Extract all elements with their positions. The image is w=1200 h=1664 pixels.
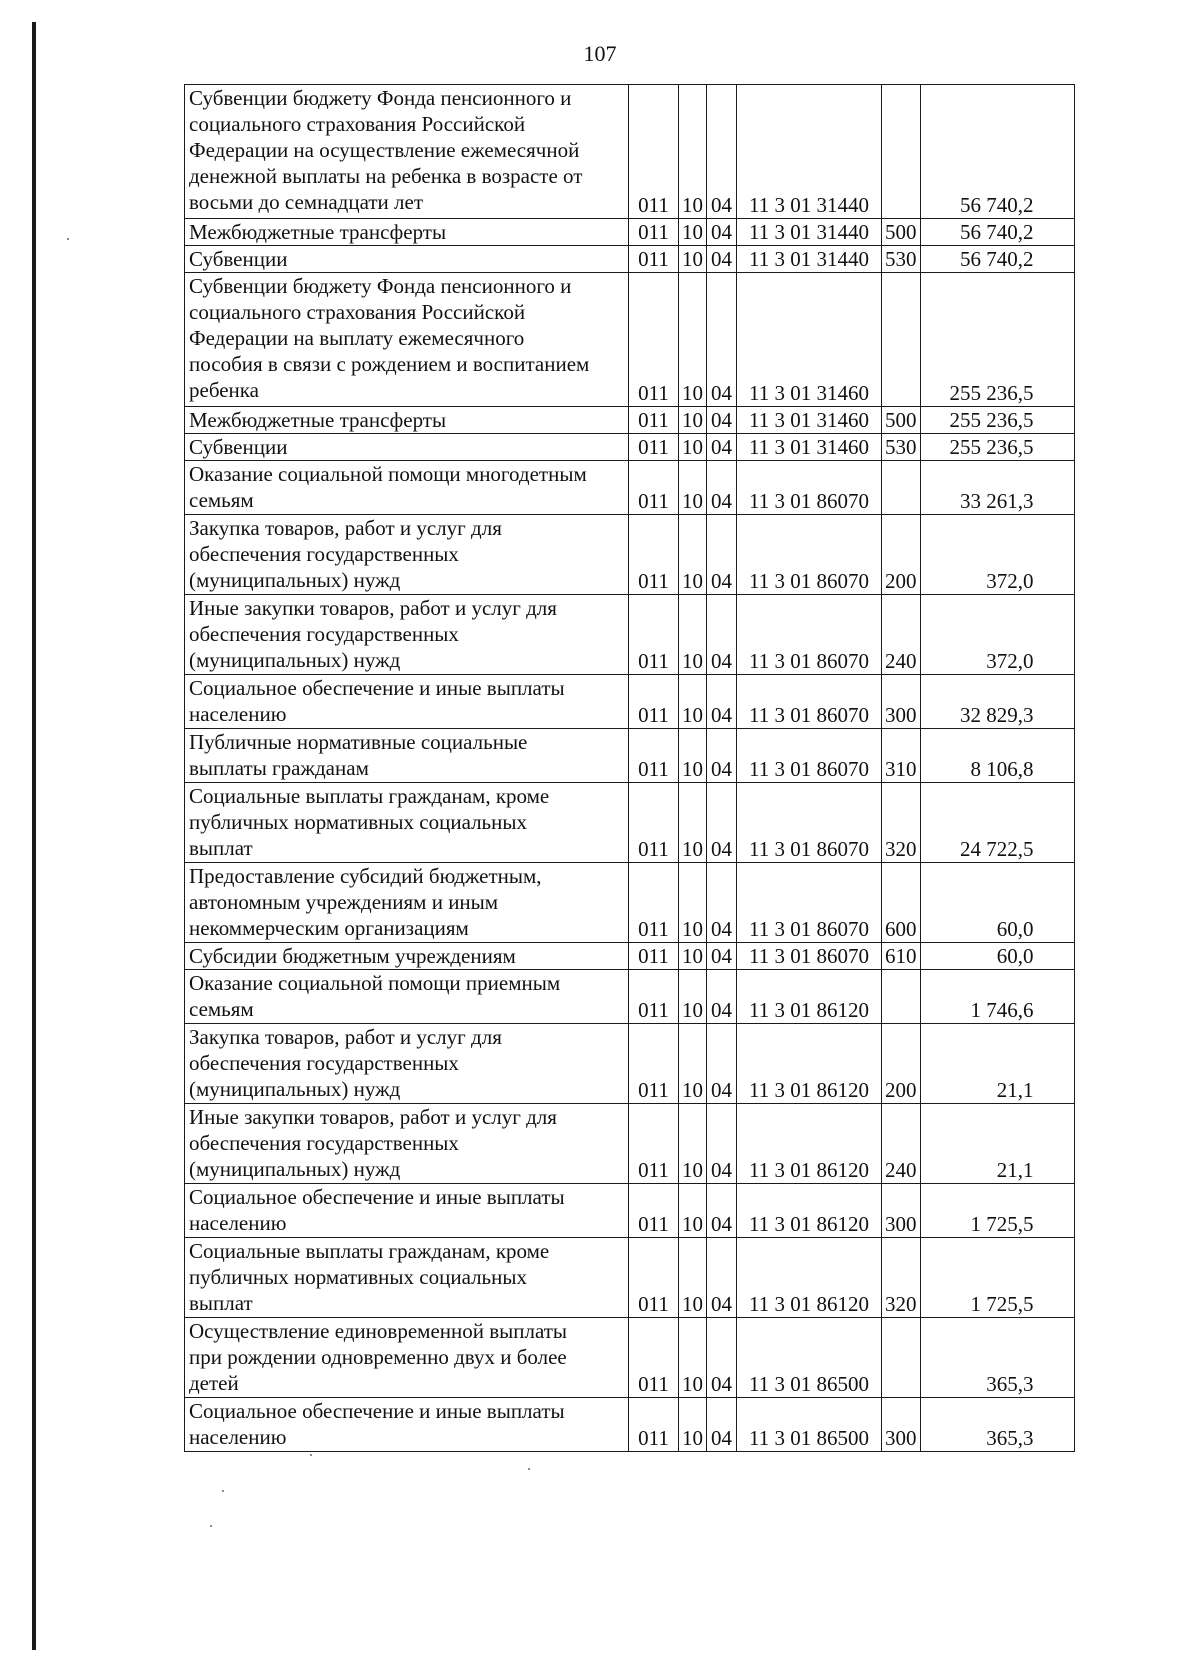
section-code-cell: 10 bbox=[679, 675, 707, 729]
target-article-cell: 11 3 01 86070 bbox=[737, 863, 882, 943]
amount-cell: 60,0 bbox=[920, 943, 1074, 970]
ministry-code-cell: 011 bbox=[629, 1318, 679, 1398]
subsection-code-cell: 04 bbox=[707, 1024, 737, 1104]
subsection-code-cell: 04 bbox=[707, 434, 737, 461]
expense-type-cell: 610 bbox=[882, 943, 921, 970]
budget-table bbox=[184, 84, 1075, 1452]
subsection-code-cell: 04 bbox=[707, 219, 737, 246]
row-name-cell: Иные закупки товаров, работ и услуг для обеспечения государственных (муниципальных) нужд bbox=[185, 1104, 629, 1184]
table-row bbox=[185, 863, 1075, 943]
subsection-code-cell: 04 bbox=[707, 515, 737, 595]
scan-speck bbox=[210, 1525, 212, 1527]
expense-type-cell: 600 bbox=[882, 863, 921, 943]
ministry-code-cell: 011 bbox=[629, 1104, 679, 1184]
expense-type-cell: 300 bbox=[882, 675, 921, 729]
target-article-cell: 11 3 01 86070 bbox=[737, 461, 882, 515]
target-article-cell: 11 3 01 86070 bbox=[737, 675, 882, 729]
subsection-code-cell: 04 bbox=[707, 85, 737, 219]
table-row bbox=[185, 461, 1075, 515]
target-article-cell: 11 3 01 86070 bbox=[737, 943, 882, 970]
amount-cell: 365,3 bbox=[920, 1398, 1074, 1452]
target-article-cell: 11 3 01 86500 bbox=[737, 1318, 882, 1398]
section-code-cell: 10 bbox=[679, 273, 707, 407]
page-number: 107 bbox=[583, 41, 617, 66]
section-code-cell: 10 bbox=[679, 863, 707, 943]
row-name-cell: Оказание социальной помощи многодетным семьям bbox=[185, 461, 629, 515]
section-code-cell: 10 bbox=[679, 85, 707, 219]
section-code-cell: 10 bbox=[679, 729, 707, 783]
expense-type-cell: 530 bbox=[882, 434, 921, 461]
row-name-cell: Межбюджетные трансферты bbox=[185, 407, 629, 434]
row-name-cell: Иные закупки товаров, работ и услуг для обеспечения государственных (муниципальных) нужд bbox=[185, 595, 629, 675]
row-name-cell: Социальные выплаты гражданам, кроме публичных нормативных социальных выплат bbox=[185, 1238, 629, 1318]
expense-type-cell: 500 bbox=[882, 407, 921, 434]
table-row bbox=[185, 219, 1075, 246]
subsection-code-cell: 04 bbox=[707, 863, 737, 943]
section-code-cell: 10 bbox=[679, 943, 707, 970]
table-row bbox=[185, 407, 1075, 434]
expense-type-cell bbox=[882, 461, 921, 515]
expense-type-cell: 240 bbox=[882, 595, 921, 675]
target-article-cell: 11 3 01 86070 bbox=[737, 783, 882, 863]
row-name-cell: Публичные нормативные социальные выплаты гражданам bbox=[185, 729, 629, 783]
amount-cell: 255 236,5 bbox=[920, 273, 1074, 407]
target-article-cell: 11 3 01 86500 bbox=[737, 1398, 882, 1452]
target-article-cell: 11 3 01 86120 bbox=[737, 1104, 882, 1184]
section-code-cell: 10 bbox=[679, 1238, 707, 1318]
row-name-cell: Межбюджетные трансферты bbox=[185, 219, 629, 246]
amount-cell: 56 740,2 bbox=[920, 85, 1074, 219]
expense-type-cell: 320 bbox=[882, 783, 921, 863]
scan-speck bbox=[67, 238, 69, 240]
ministry-code-cell: 011 bbox=[629, 515, 679, 595]
section-code-cell: 10 bbox=[679, 407, 707, 434]
table-row bbox=[185, 1104, 1075, 1184]
subsection-code-cell: 04 bbox=[707, 273, 737, 407]
section-code-cell: 10 bbox=[679, 783, 707, 863]
scan-speck bbox=[528, 1468, 530, 1470]
ministry-code-cell: 011 bbox=[629, 675, 679, 729]
target-article-cell: 11 3 01 31460 bbox=[737, 434, 882, 461]
ministry-code-cell: 011 bbox=[629, 85, 679, 219]
amount-cell: 365,3 bbox=[920, 1318, 1074, 1398]
table-row bbox=[185, 1398, 1075, 1452]
expense-type-cell: 300 bbox=[882, 1398, 921, 1452]
subsection-code-cell: 04 bbox=[707, 461, 737, 515]
expense-type-cell bbox=[882, 1318, 921, 1398]
table-row bbox=[185, 595, 1075, 675]
ministry-code-cell: 011 bbox=[629, 943, 679, 970]
expense-type-cell: 200 bbox=[882, 515, 921, 595]
target-article-cell: 11 3 01 86120 bbox=[737, 1024, 882, 1104]
row-name-cell: Субвенции bbox=[185, 246, 629, 273]
target-article-cell: 11 3 01 86070 bbox=[737, 595, 882, 675]
amount-cell: 60,0 bbox=[920, 863, 1074, 943]
section-code-cell: 10 bbox=[679, 1024, 707, 1104]
section-code-cell: 10 bbox=[679, 515, 707, 595]
target-article-cell: 11 3 01 86070 bbox=[737, 729, 882, 783]
expense-type-cell: 530 bbox=[882, 246, 921, 273]
expense-type-cell: 240 bbox=[882, 1104, 921, 1184]
table-row bbox=[185, 1238, 1075, 1318]
section-code-cell: 10 bbox=[679, 970, 707, 1024]
table-row bbox=[185, 273, 1075, 407]
table-row bbox=[185, 515, 1075, 595]
table-row bbox=[185, 85, 1075, 219]
subsection-code-cell: 04 bbox=[707, 1398, 737, 1452]
table-row bbox=[185, 729, 1075, 783]
ministry-code-cell: 011 bbox=[629, 783, 679, 863]
row-name-cell: Закупка товаров, работ и услуг для обеспечения государственных (муниципальных) нужд bbox=[185, 515, 629, 595]
ministry-code-cell: 011 bbox=[629, 434, 679, 461]
ministry-code-cell: 011 bbox=[629, 595, 679, 675]
section-code-cell: 10 bbox=[679, 461, 707, 515]
row-name-cell: Закупка товаров, работ и услуг для обеспечения государственных (муниципальных) нужд bbox=[185, 1024, 629, 1104]
row-name-cell: Социальное обеспечение и иные выплаты населению bbox=[185, 675, 629, 729]
subsection-code-cell: 04 bbox=[707, 675, 737, 729]
section-code-cell: 10 bbox=[679, 1398, 707, 1452]
expense-type-cell: 310 bbox=[882, 729, 921, 783]
expense-type-cell: 320 bbox=[882, 1238, 921, 1318]
row-name-cell: Субвенции бюджету Фонда пенсионного и социального страхования Российской Федерации на осуществление ежемесячной денежной выплаты на ребенка в возрасте от восьми до семнадцати лет bbox=[185, 85, 629, 219]
amount-cell: 1 725,5 bbox=[920, 1238, 1074, 1318]
subsection-code-cell: 04 bbox=[707, 1104, 737, 1184]
subsection-code-cell: 04 bbox=[707, 1318, 737, 1398]
row-name-cell: Осуществление единовременной выплаты при рождении одновременно двух и более детей bbox=[185, 1318, 629, 1398]
amount-cell: 24 722,5 bbox=[920, 783, 1074, 863]
section-code-cell: 10 bbox=[679, 246, 707, 273]
row-name-cell: Социальное обеспечение и иные выплаты населению bbox=[185, 1184, 629, 1238]
target-article-cell: 11 3 01 31460 bbox=[737, 273, 882, 407]
section-code-cell: 10 bbox=[679, 219, 707, 246]
section-code-cell: 10 bbox=[679, 1104, 707, 1184]
target-article-cell: 11 3 01 31440 bbox=[737, 85, 882, 219]
ministry-code-cell: 011 bbox=[629, 970, 679, 1024]
row-name-cell: Субвенции бюджету Фонда пенсионного и социального страхования Российской Федерации на выплату ежемесячного пособия в связи с рождением и воспитанием ребенка bbox=[185, 273, 629, 407]
subsection-code-cell: 04 bbox=[707, 407, 737, 434]
expense-type-cell bbox=[882, 273, 921, 407]
subsection-code-cell: 04 bbox=[707, 970, 737, 1024]
row-name-cell: Субсидии бюджетным учреждениям bbox=[185, 943, 629, 970]
target-article-cell: 11 3 01 86070 bbox=[737, 515, 882, 595]
subsection-code-cell: 04 bbox=[707, 729, 737, 783]
subsection-code-cell: 04 bbox=[707, 1184, 737, 1238]
ministry-code-cell: 011 bbox=[629, 863, 679, 943]
amount-cell: 56 740,2 bbox=[920, 246, 1074, 273]
section-code-cell: 10 bbox=[679, 595, 707, 675]
section-code-cell: 10 bbox=[679, 1184, 707, 1238]
target-article-cell: 11 3 01 31440 bbox=[737, 246, 882, 273]
subsection-code-cell: 04 bbox=[707, 1238, 737, 1318]
target-article-cell: 11 3 01 31460 bbox=[737, 407, 882, 434]
amount-cell: 255 236,5 bbox=[920, 434, 1074, 461]
target-article-cell: 11 3 01 86120 bbox=[737, 970, 882, 1024]
ministry-code-cell: 011 bbox=[629, 407, 679, 434]
ministry-code-cell: 011 bbox=[629, 1398, 679, 1452]
table-row bbox=[185, 246, 1075, 273]
ministry-code-cell: 011 bbox=[629, 246, 679, 273]
ministry-code-cell: 011 bbox=[629, 1184, 679, 1238]
expense-type-cell bbox=[882, 970, 921, 1024]
ministry-code-cell: 011 bbox=[629, 219, 679, 246]
target-article-cell: 11 3 01 86120 bbox=[737, 1238, 882, 1318]
table-row bbox=[185, 1318, 1075, 1398]
section-code-cell: 10 bbox=[679, 1318, 707, 1398]
scan-edge-bar bbox=[32, 22, 36, 1650]
row-name-cell: Предоставление субсидий бюджетным, автономным учреждениям и иным некоммерческим организациям bbox=[185, 863, 629, 943]
row-name-cell: Субвенции bbox=[185, 434, 629, 461]
ministry-code-cell: 011 bbox=[629, 1238, 679, 1318]
amount-cell: 1 725,5 bbox=[920, 1184, 1074, 1238]
ministry-code-cell: 011 bbox=[629, 729, 679, 783]
expense-type-cell: 300 bbox=[882, 1184, 921, 1238]
row-name-cell: Оказание социальной помощи приемным семьям bbox=[185, 970, 629, 1024]
subsection-code-cell: 04 bbox=[707, 595, 737, 675]
subsection-code-cell: 04 bbox=[707, 246, 737, 273]
target-article-cell: 11 3 01 31440 bbox=[737, 219, 882, 246]
amount-cell: 21,1 bbox=[920, 1024, 1074, 1104]
ministry-code-cell: 011 bbox=[629, 273, 679, 407]
scan-speck bbox=[222, 1490, 224, 1492]
amount-cell: 255 236,5 bbox=[920, 407, 1074, 434]
ministry-code-cell: 011 bbox=[629, 1024, 679, 1104]
amount-cell: 33 261,3 bbox=[920, 461, 1074, 515]
subsection-code-cell: 04 bbox=[707, 943, 737, 970]
table-row bbox=[185, 943, 1075, 970]
table-row bbox=[185, 434, 1075, 461]
target-article-cell: 11 3 01 86120 bbox=[737, 1184, 882, 1238]
section-code-cell: 10 bbox=[679, 434, 707, 461]
row-name-cell: Социальное обеспечение и иные выплаты населению bbox=[185, 1398, 629, 1452]
table-row bbox=[185, 675, 1075, 729]
amount-cell: 32 829,3 bbox=[920, 675, 1074, 729]
amount-cell: 56 740,2 bbox=[920, 219, 1074, 246]
row-name-cell: Социальные выплаты гражданам, кроме публичных нормативных социальных выплат bbox=[185, 783, 629, 863]
expense-type-cell: 500 bbox=[882, 219, 921, 246]
subsection-code-cell: 04 bbox=[707, 783, 737, 863]
expense-type-cell: 200 bbox=[882, 1024, 921, 1104]
table-row bbox=[185, 1024, 1075, 1104]
table-row bbox=[185, 1184, 1075, 1238]
scan-speck bbox=[310, 1454, 312, 1456]
amount-cell: 21,1 bbox=[920, 1104, 1074, 1184]
amount-cell: 372,0 bbox=[920, 595, 1074, 675]
amount-cell: 8 106,8 bbox=[920, 729, 1074, 783]
expense-type-cell bbox=[882, 85, 921, 219]
amount-cell: 372,0 bbox=[920, 515, 1074, 595]
table-row bbox=[185, 783, 1075, 863]
amount-cell: 1 746,6 bbox=[920, 970, 1074, 1024]
ministry-code-cell: 011 bbox=[629, 461, 679, 515]
table-row bbox=[185, 970, 1075, 1024]
